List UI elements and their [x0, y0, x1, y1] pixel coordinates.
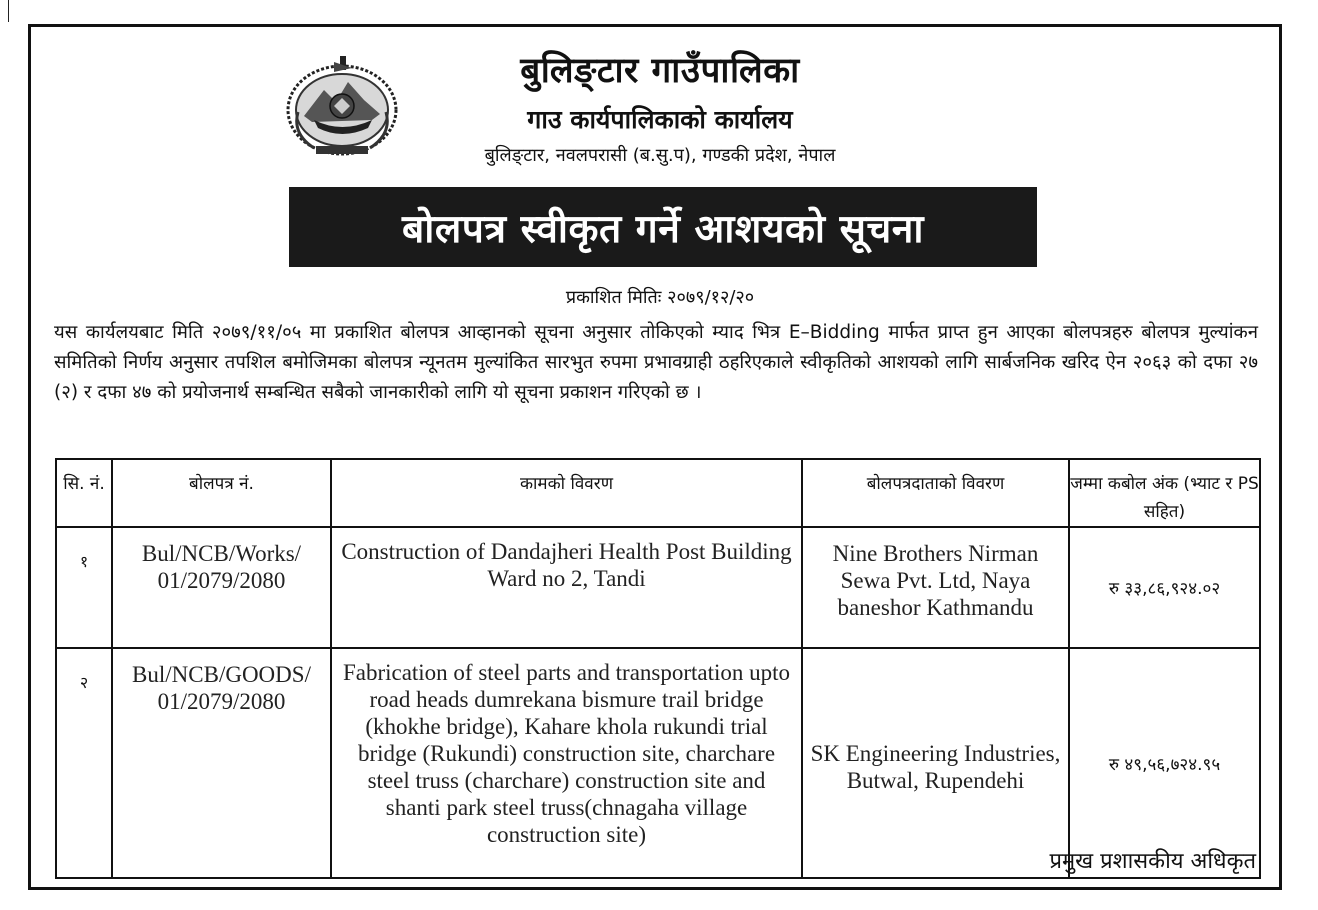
row-amount: रु ४९,५६,७२४.९५ [1069, 648, 1260, 878]
row-bid-no: Bul/NCB/Works/ 01/2079/2080 [112, 527, 331, 648]
row-description: Fabrication of steel parts and transportation upto road heads dumrekana bismure trail bridge (khokhe bridge), Kahare khola rukundi trial bridge (Rukundi) construction site, charchare steel truss (charchare) construction site and shanti park steel truss(chnagaha village construction site) [331, 648, 802, 878]
header-bid-no: बोलपत्र नं. [112, 459, 331, 527]
nepal-government-emblem-icon [284, 54, 400, 158]
row-description: Construction of Dandajheri Health Post Building Ward no 2, Tandi [331, 527, 802, 648]
row-bidder: Nine Brothers Nirman Sewa Pvt. Ltd, Naya baneshor Kathmandu [802, 527, 1069, 648]
signatory: प्रमुख प्रशासकीय अधिकृत [1049, 849, 1256, 874]
notice-title: बोलपत्र स्वीकृत गर्ने आशयको सूचना [402, 206, 924, 252]
row-serial: १ [56, 527, 112, 648]
notice-body: यस कार्यलयबाट मिति २०७९/११/०५ मा प्रकाशित बोलपत्र आव्हानको सूचना अनुसार तोकिएको म्याद भित्र E–Bidding मार्फत प्राप्त हुन आएका बोलपत्रहरु बोलपत्र मुल्यांकन समितिको निर्णय अनुसार तपशिल बमोजिमका बोलपत्र न्यूनतम मुल्यांकित सारभुत रुपमा प्रभावग्राही ठहरिएकाले स्वीकृतिको आशयको लागि सार्बजनिक खरिद ऐन २०६३ को दफा २७ (२) र दफा ४७ को प्रयोजनार्थ सम्बन्धित सबैको जानकारीको लागि यो सूचना प्रकाशन गरिएको छ । [54, 322, 1258, 403]
table-header-row [56, 459, 1260, 527]
header-bidder: बोलपत्रदाताको विवरण [802, 459, 1069, 527]
page-edge-line [8, 0, 9, 22]
office-name: बुलिङ्टार गाउँपालिका [520, 51, 800, 91]
office-subtitle: गाउ कार्यपालिकाको कार्यालय [527, 105, 793, 134]
header-amount: जम्मा कबोल अंक (भ्याट र PS सहित) [1069, 459, 1260, 527]
tender-table [55, 458, 1261, 879]
publish-date: प्रकाशित मितिः २०७९/१२/२० [565, 287, 755, 308]
row-bidder: SK Engineering Industries, Butwal, Rupendehi [802, 648, 1069, 878]
table-row [56, 648, 1260, 878]
row-amount: रु ३३,८६,९२४.०२ [1069, 527, 1260, 648]
table-row [56, 527, 1260, 648]
row-serial: २ [56, 648, 112, 878]
office-address: बुलिङ्टार, नवलपरासी (ब.सु.प), गण्डकी प्रदेश, नेपाल [484, 145, 836, 166]
row-bid-no: Bul/NCB/GOODS/ 01/2079/2080 [112, 648, 331, 878]
notice-title-banner [289, 187, 1037, 267]
header-description: कामको विवरण [331, 459, 802, 527]
header-serial: सि. नं. [56, 459, 112, 527]
